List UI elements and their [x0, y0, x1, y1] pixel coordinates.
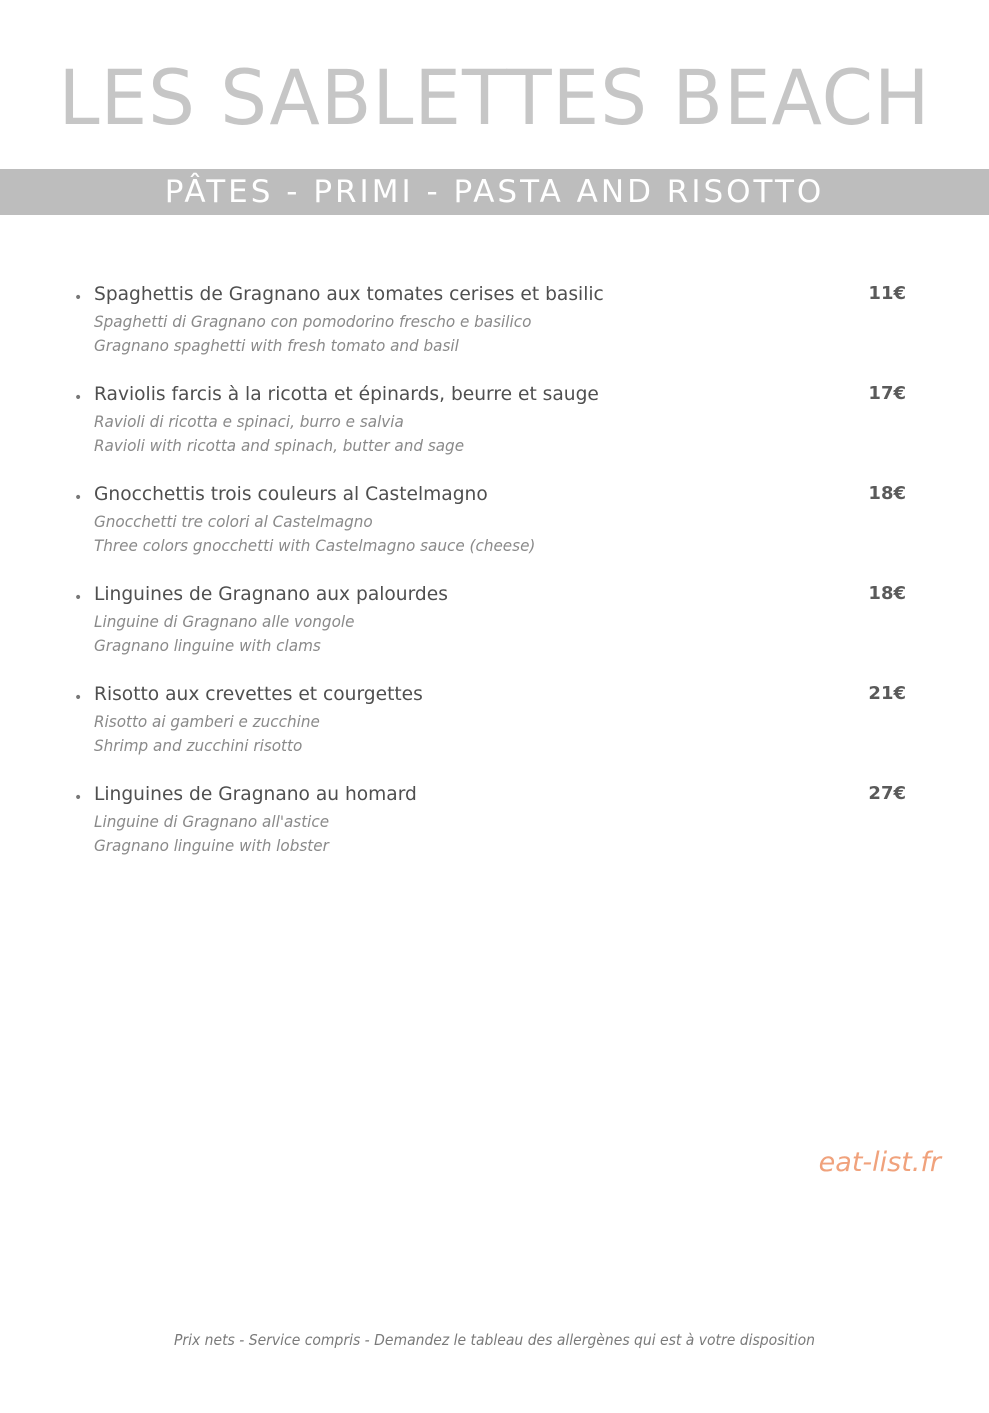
menu-item — [0, 578, 989, 678]
menu-item — [0, 778, 989, 878]
item-price: 17€ — [868, 383, 906, 404]
item-name-fr: Linguines de Gragnano aux palourdes — [94, 583, 448, 605]
item-price: 18€ — [868, 483, 906, 504]
item-name-fr: Risotto aux crevettes et courgettes — [94, 683, 423, 705]
item-price: 11€ — [868, 283, 906, 304]
footer-note: Prix nets - Service compris - Demandez le tableau des allergènes qui est à votre disposition — [173, 1331, 816, 1349]
item-price: 21€ — [868, 683, 906, 704]
watermark-text: eat-list.fr — [818, 1147, 941, 1178]
item-name-en: Gragnano spaghetti with fresh tomato and basil — [94, 336, 459, 355]
menu-list — [0, 278, 989, 878]
bullet-icon: • — [74, 790, 83, 806]
item-price: 27€ — [868, 783, 906, 804]
item-name-en: Shrimp and zucchini risotto — [94, 736, 303, 755]
section-title: PÂTES - PRIMI - PASTA AND RISOTTO — [164, 174, 825, 210]
item-name-it: Gnocchetti tre colori al Castelmagno — [94, 512, 373, 531]
bullet-icon: • — [74, 590, 83, 606]
item-name-en: Gragnano linguine with clams — [94, 636, 321, 655]
bullet-icon: • — [74, 690, 83, 706]
item-name-fr: Gnocchettis trois couleurs al Castelmagno — [94, 483, 488, 505]
menu-item — [0, 278, 989, 378]
bullet-icon: • — [74, 490, 83, 506]
item-name-fr: Linguines de Gragnano au homard — [94, 783, 417, 805]
item-name-fr: Spaghettis de Gragnano aux tomates cerises et basilic — [94, 283, 604, 305]
bullet-icon: • — [74, 390, 83, 406]
restaurant-title: LES SABLETTES BEACH — [58, 53, 931, 142]
item-name-it: Ravioli di ricotta e spinaci, burro e salvia — [94, 412, 404, 431]
item-name-en: Gragnano linguine with lobster — [94, 836, 329, 855]
item-name-en: Ravioli with ricotta and spinach, butter and sage — [94, 436, 465, 455]
menu-item — [0, 678, 989, 778]
item-name-it: Spaghetti di Gragnano con pomodorino frescho e basilico — [94, 312, 532, 331]
bullet-icon: • — [74, 290, 83, 306]
item-name-it: Linguine di Gragnano alle vongole — [94, 612, 355, 631]
item-name-it: Linguine di Gragnano all'astice — [94, 812, 330, 831]
menu-item — [0, 378, 989, 478]
item-name-fr: Raviolis farcis à la ricotta et épinards, beurre et sauge — [94, 383, 599, 405]
item-price: 18€ — [868, 583, 906, 604]
section-header-band — [0, 169, 989, 215]
item-name-it: Risotto ai gamberi e zucchine — [94, 712, 320, 731]
item-name-en: Three colors gnocchetti with Castelmagno sauce (cheese) — [94, 536, 536, 555]
menu-item — [0, 478, 989, 578]
